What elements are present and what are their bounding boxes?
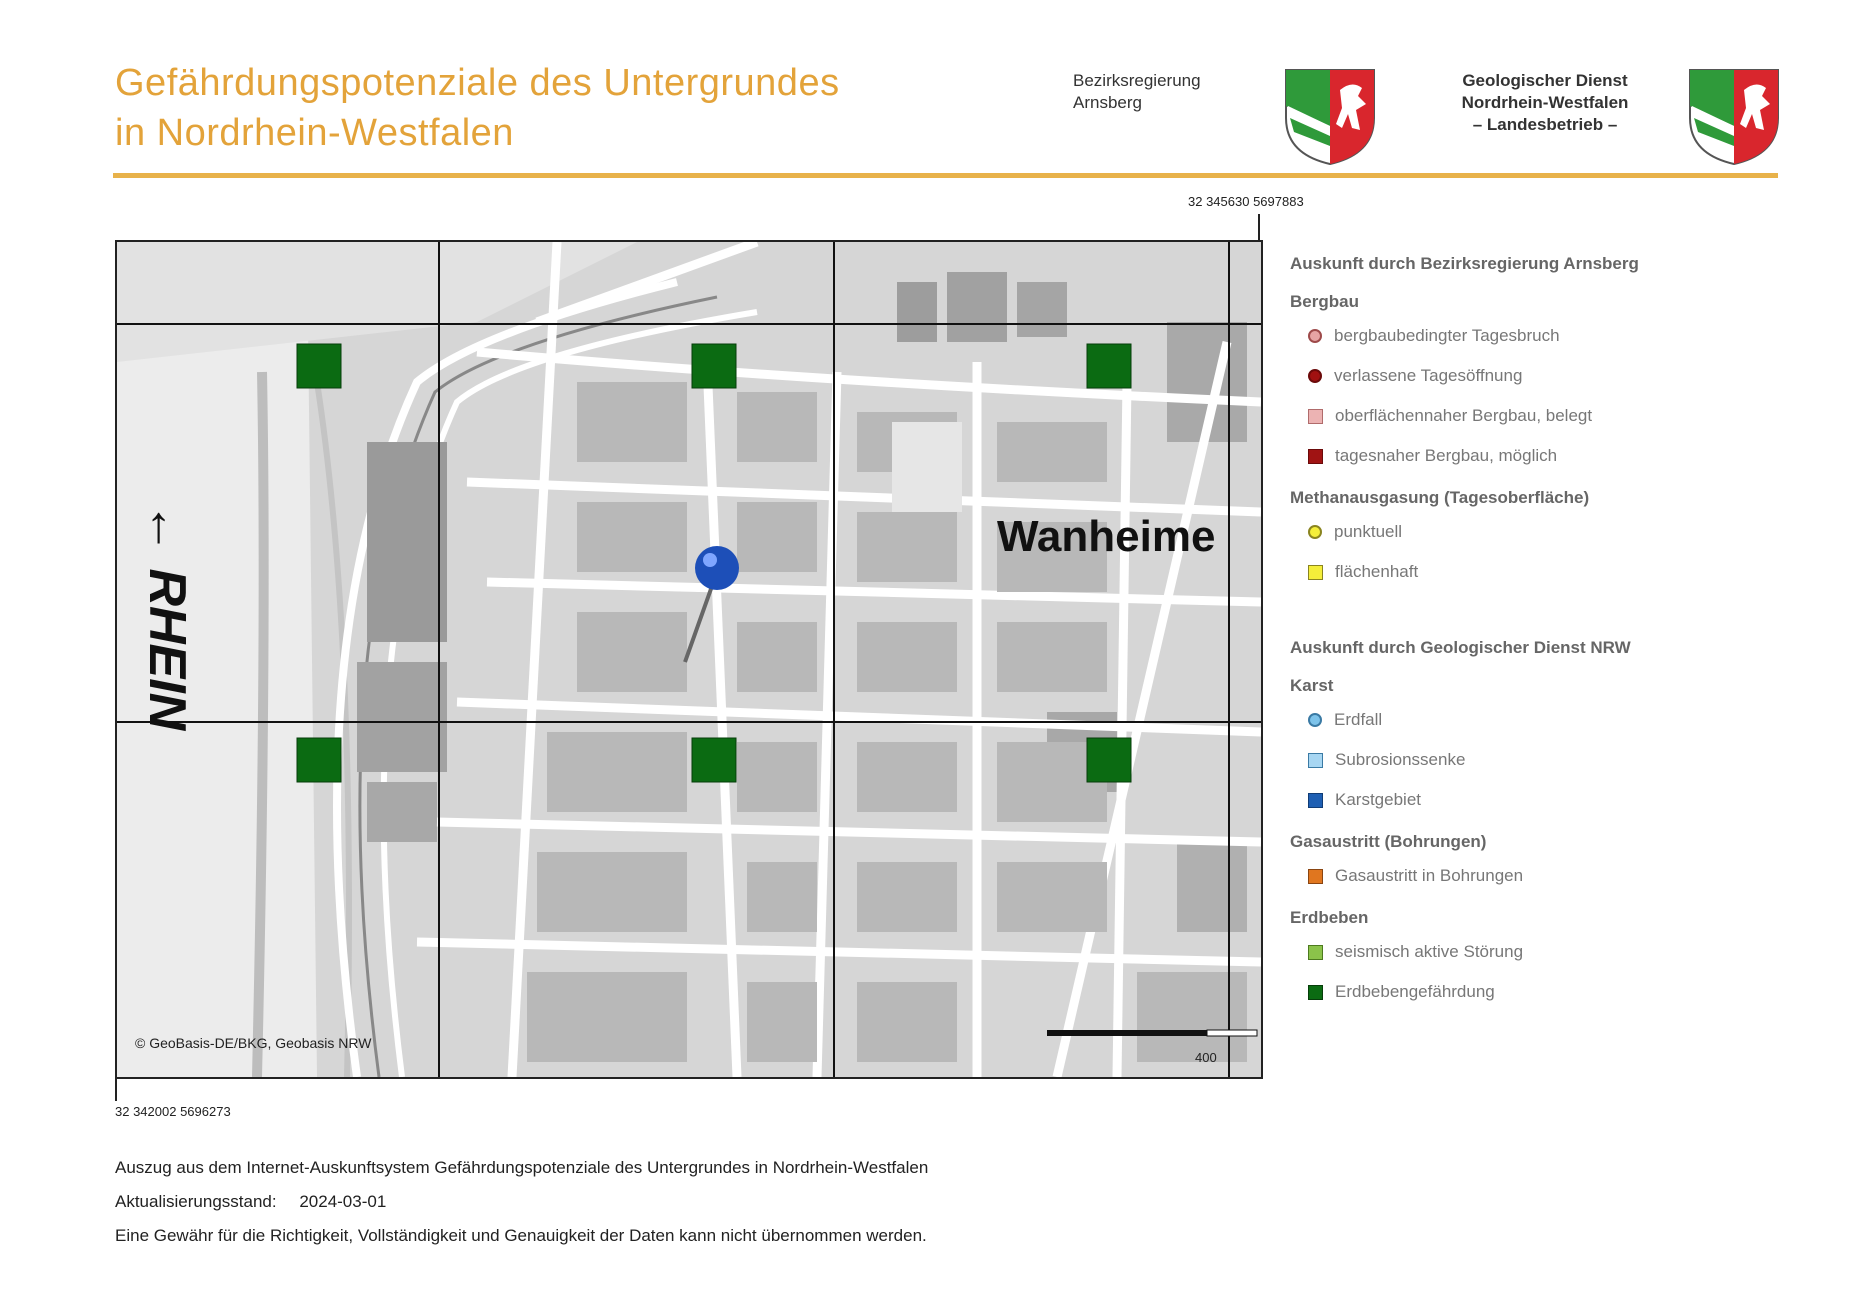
legend-label: Erdbebengefährdung	[1335, 982, 1495, 1001]
erdbeben-marker[interactable]	[297, 344, 341, 388]
agency2-line1: Geologischer Dienst	[1462, 71, 1628, 90]
legend	[1290, 254, 1830, 1002]
map-view[interactable]	[115, 240, 1263, 1079]
legend-section-karst: Karst	[1290, 676, 1334, 695]
legend-label: Erdfall	[1334, 710, 1383, 729]
legend-label: flächenhaft	[1335, 562, 1419, 581]
footer-disclaimer: Eine Gewähr für die Richtigkeit, Vollständigkeit und Genauigkeit der Daten kann nicht übernommen werden.	[115, 1226, 927, 1245]
legend-label: bergbaubedingter Tagesbruch	[1334, 326, 1560, 345]
legend-item-erdbebengefaehrdung[interactable]	[1308, 982, 1830, 1002]
legend-label: tagesnaher Bergbau, möglich	[1335, 446, 1558, 465]
coord-top-right: 32 345630 5697883	[1188, 194, 1304, 209]
legend-label: seismisch aktive Störung	[1335, 942, 1524, 961]
tagesbruch-icon	[1308, 329, 1322, 343]
legend-label: Subrosionssenke	[1335, 750, 1466, 769]
map-copyright: © GeoBasis-DE/BKG, Geobasis NRW	[135, 1035, 372, 1051]
coord-bottom-left: 32 342002 5696273	[115, 1104, 231, 1119]
legend-label: oberflächennaher Bergbau, belegt	[1335, 406, 1593, 425]
agency-bezirksregierung	[1073, 70, 1201, 114]
legend-item-erdfall[interactable]	[1308, 710, 1830, 730]
legend-section-bergbau: Bergbau	[1290, 292, 1359, 311]
erdbeben-marker[interactable]	[1087, 738, 1131, 782]
agency-geologischer-dienst	[1440, 70, 1650, 136]
gasaustritt-icon	[1308, 869, 1323, 884]
legend-section-gasaustritt: Gasaustritt (Bohrungen)	[1290, 832, 1487, 851]
scale-bar	[1047, 1030, 1257, 1036]
legend-section-methan: Methanausgasung (Tagesoberfläche)	[1290, 488, 1590, 507]
erdbeben-marker[interactable]	[1087, 344, 1131, 388]
erdbeben-marker[interactable]	[692, 344, 736, 388]
legend-group-gd-nrw: Auskunft durch Geologischer Dienst NRW	[1290, 638, 1631, 657]
bergbau-belegt-icon	[1308, 409, 1323, 424]
legend-label: punktuell	[1334, 522, 1403, 541]
legend-item-tagesoeffnung[interactable]	[1308, 366, 1830, 386]
place-label: Wanheime	[997, 512, 1216, 561]
title-line-1: Gefährdungspotenziale des Untergrundes	[115, 62, 840, 104]
legend-item-bergbau-moeglich[interactable]	[1308, 446, 1830, 466]
map-canvas[interactable]	[117, 242, 1261, 1077]
agency1-line2: Arnsberg	[1073, 93, 1142, 112]
legend-item-karstgebiet[interactable]	[1308, 790, 1830, 810]
agency2-line3: – Landesbetrieb –	[1472, 115, 1618, 134]
erdfall-icon	[1308, 713, 1322, 727]
karstgebiet-icon	[1308, 793, 1323, 808]
footer-source: Auszug aus dem Internet-Auskunftsystem Gefährdungspotenziale des Untergrundes in Nordrhein-Westfalen	[115, 1158, 929, 1177]
legend-item-gasaustritt[interactable]	[1308, 866, 1830, 886]
agency1-line1: Bezirksregierung	[1073, 71, 1201, 90]
tagesoeffnung-icon	[1308, 369, 1322, 383]
river-label: ← RHEIN	[138, 502, 196, 731]
punktuell-icon	[1308, 525, 1322, 539]
header-divider	[113, 173, 1778, 178]
nrw-crest-icon	[1686, 66, 1782, 166]
flaechenhaft-icon	[1308, 565, 1323, 580]
legend-item-punktuell[interactable]	[1308, 522, 1830, 542]
legend-section-erdbeben: Erdbeben	[1290, 908, 1369, 927]
bergbau-moeglich-icon	[1308, 449, 1323, 464]
erdbeben-marker[interactable]	[692, 738, 736, 782]
page-title	[115, 58, 840, 158]
legend-group-bezirksregierung: Auskunft durch Bezirksregierung Arnsberg	[1290, 254, 1639, 273]
update-date: 2024-03-01	[299, 1192, 387, 1211]
subrosionssenke-icon	[1308, 753, 1323, 768]
legend-label: Gasaustritt in Bohrungen	[1335, 866, 1524, 885]
legend-item-subrosionssenke[interactable]	[1308, 750, 1830, 770]
legend-label: Karstgebiet	[1335, 790, 1421, 809]
agency2-line2: Nordrhein-Westfalen	[1461, 93, 1629, 112]
coord-tick-top	[1258, 214, 1260, 242]
legend-item-tagesbruch[interactable]	[1308, 326, 1830, 346]
erdbebengefaehrdung-icon	[1308, 985, 1323, 1000]
legend-item-flaechenhaft[interactable]	[1308, 562, 1830, 582]
footer-update	[115, 1192, 386, 1212]
legend-item-stoerung[interactable]	[1308, 942, 1830, 962]
coord-tick-bottom	[115, 1075, 117, 1101]
legend-label: verlassene Tagesöffnung	[1334, 366, 1523, 385]
title-line-2: in Nordrhein-Westfalen	[115, 112, 514, 154]
scale-label: 400	[1195, 1050, 1217, 1065]
stoerung-icon	[1308, 945, 1323, 960]
nrw-crest-icon	[1282, 66, 1378, 166]
legend-item-bergbau-belegt[interactable]	[1308, 406, 1830, 426]
erdbeben-marker[interactable]	[297, 738, 341, 782]
update-label: Aktualisierungsstand:	[115, 1192, 277, 1211]
